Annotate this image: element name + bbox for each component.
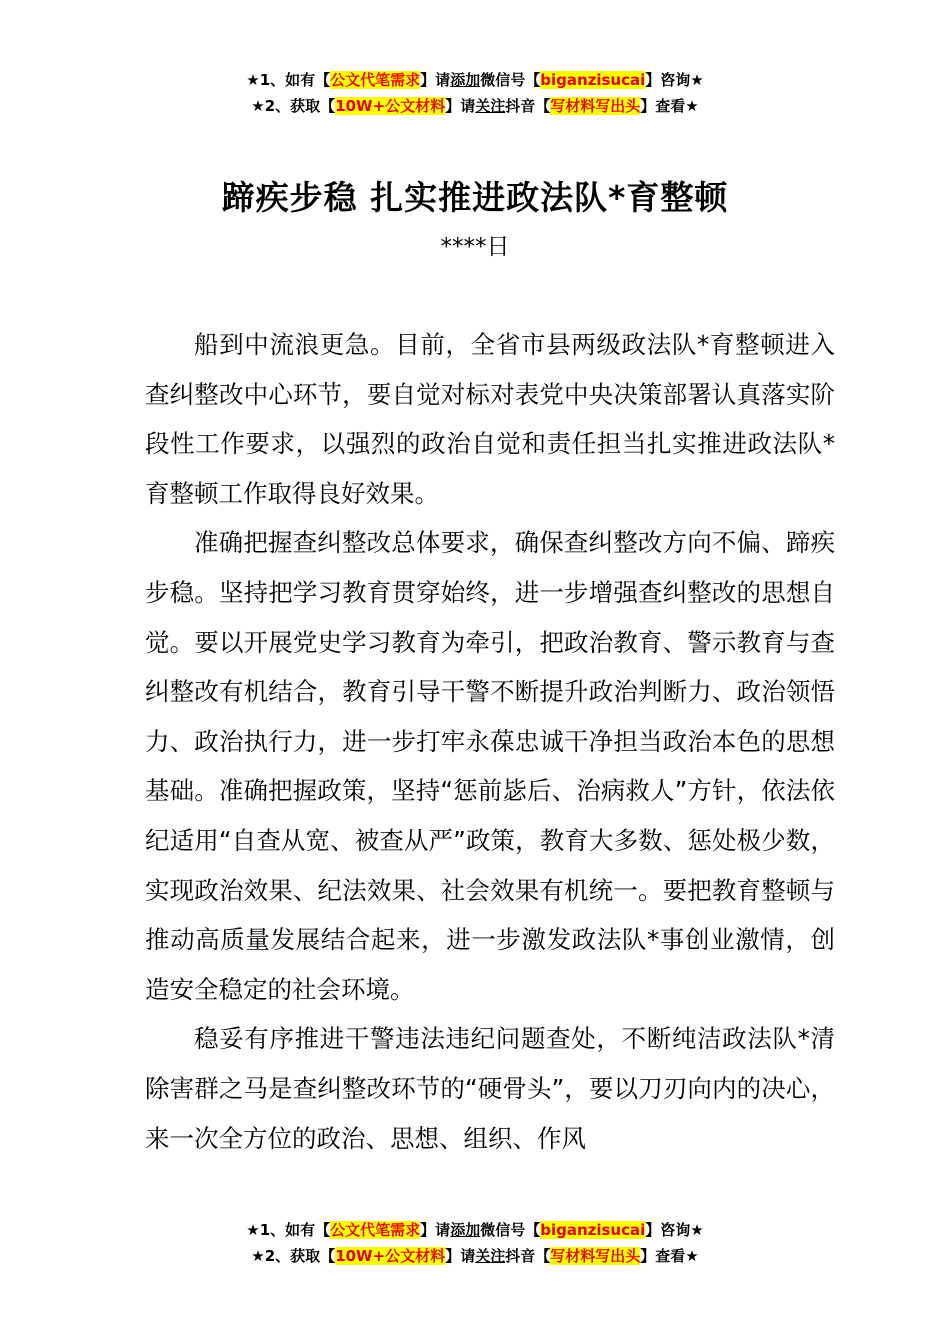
banner-underline: 关注 xyxy=(475,1247,506,1265)
banner-text: ★2、获取【 xyxy=(251,97,336,115)
banner-highlight: 写材料写出头 xyxy=(550,97,641,115)
banner-underline: 关注 xyxy=(475,97,506,115)
banner-line-2 xyxy=(0,93,950,119)
banner-highlight: 公文代笔需求 xyxy=(330,71,421,89)
top-banner xyxy=(0,67,950,119)
document-date: ****日 xyxy=(440,234,510,260)
banner-text: ★1、如有【 xyxy=(246,71,331,89)
banner-highlight: 10W+公文材料 xyxy=(335,1247,446,1265)
banner-text: 】查看★ xyxy=(640,97,699,115)
banner-line-1 xyxy=(0,1217,950,1243)
banner-line-1 xyxy=(0,67,950,93)
banner-text: 】咨询★ xyxy=(645,1221,704,1239)
document-title: 蹄疾步稳 扎实推进政法队*育整顿 xyxy=(221,178,729,217)
banner-text: 微信号【 xyxy=(480,1221,541,1239)
banner-text: 】查看★ xyxy=(640,1247,699,1265)
banner-highlight: 公文代笔需求 xyxy=(330,1221,421,1239)
banner-text: 抖音【 xyxy=(505,97,551,115)
banner-text: 】请 xyxy=(420,71,451,89)
paragraph: 准确把握查纠整改总体要求，确保查纠整改方向不偏、蹄疾步稳。坚持把学习教育贯穿始终，进一步增强查纠整改的思想自觉。要以开展党史学习教育为牵引，把政治教育、警示教育与查纠整改有机结合，教育引导干警不断提升政治判断力、政治领悟力、政治执行力，进一步打牢永葆忠诚干净担当政治本色的思想基础。准确把握政策，坚持“惩前毖后、治病救人”方针，依法依纪适用“自查从宽、被查从严”政策，教育大多数、惩处极少数，实现政治效果、纪法效果、社会效果有机统一。要把教育整顿与推动高质量发展结合起来，进一步激发政法队*事创业激情，创造安全稳定的社会环境。 xyxy=(145,528,835,1004)
banner-highlight: 写材料写出头 xyxy=(550,1247,641,1265)
banner-underline: 添加 xyxy=(450,71,481,89)
bottom-banner xyxy=(0,1217,950,1269)
banner-highlight: biganzisucai xyxy=(540,71,646,89)
banner-highlight: biganzisucai xyxy=(540,1221,646,1239)
banner-text: 】请 xyxy=(420,1221,451,1239)
banner-underline: 添加 xyxy=(450,1221,481,1239)
banner-text: ★1、如有【 xyxy=(246,1221,331,1239)
document-body xyxy=(145,320,835,1163)
banner-text: 】咨询★ xyxy=(645,71,704,89)
banner-text: 】请 xyxy=(445,97,476,115)
banner-text: 抖音【 xyxy=(505,1247,551,1265)
banner-text: 微信号【 xyxy=(480,71,541,89)
banner-line-2 xyxy=(0,1243,950,1269)
paragraph: 船到中流浪更急。目前，全省市县两级政法队*育整顿进入查纠整改中心环节，要自觉对标对表党中央决策部署认真落实阶段性工作要求，以强烈的政治自觉和责任担当扎实推进政法队*育整顿工作取得良好效果。 xyxy=(145,330,835,508)
banner-text: ★2、获取【 xyxy=(251,1247,336,1265)
paragraph: 稳妥有序推进干警违法违纪问题查处，不断纯洁政法队*清除害群之马是查纠整改环节的“硬骨头”，要以刀刃向内的决心，来一次全方位的政治、思想、组织、作风 xyxy=(145,1024,835,1153)
banner-text: 】请 xyxy=(445,1247,476,1265)
banner-highlight: 10W+公文材料 xyxy=(335,97,446,115)
